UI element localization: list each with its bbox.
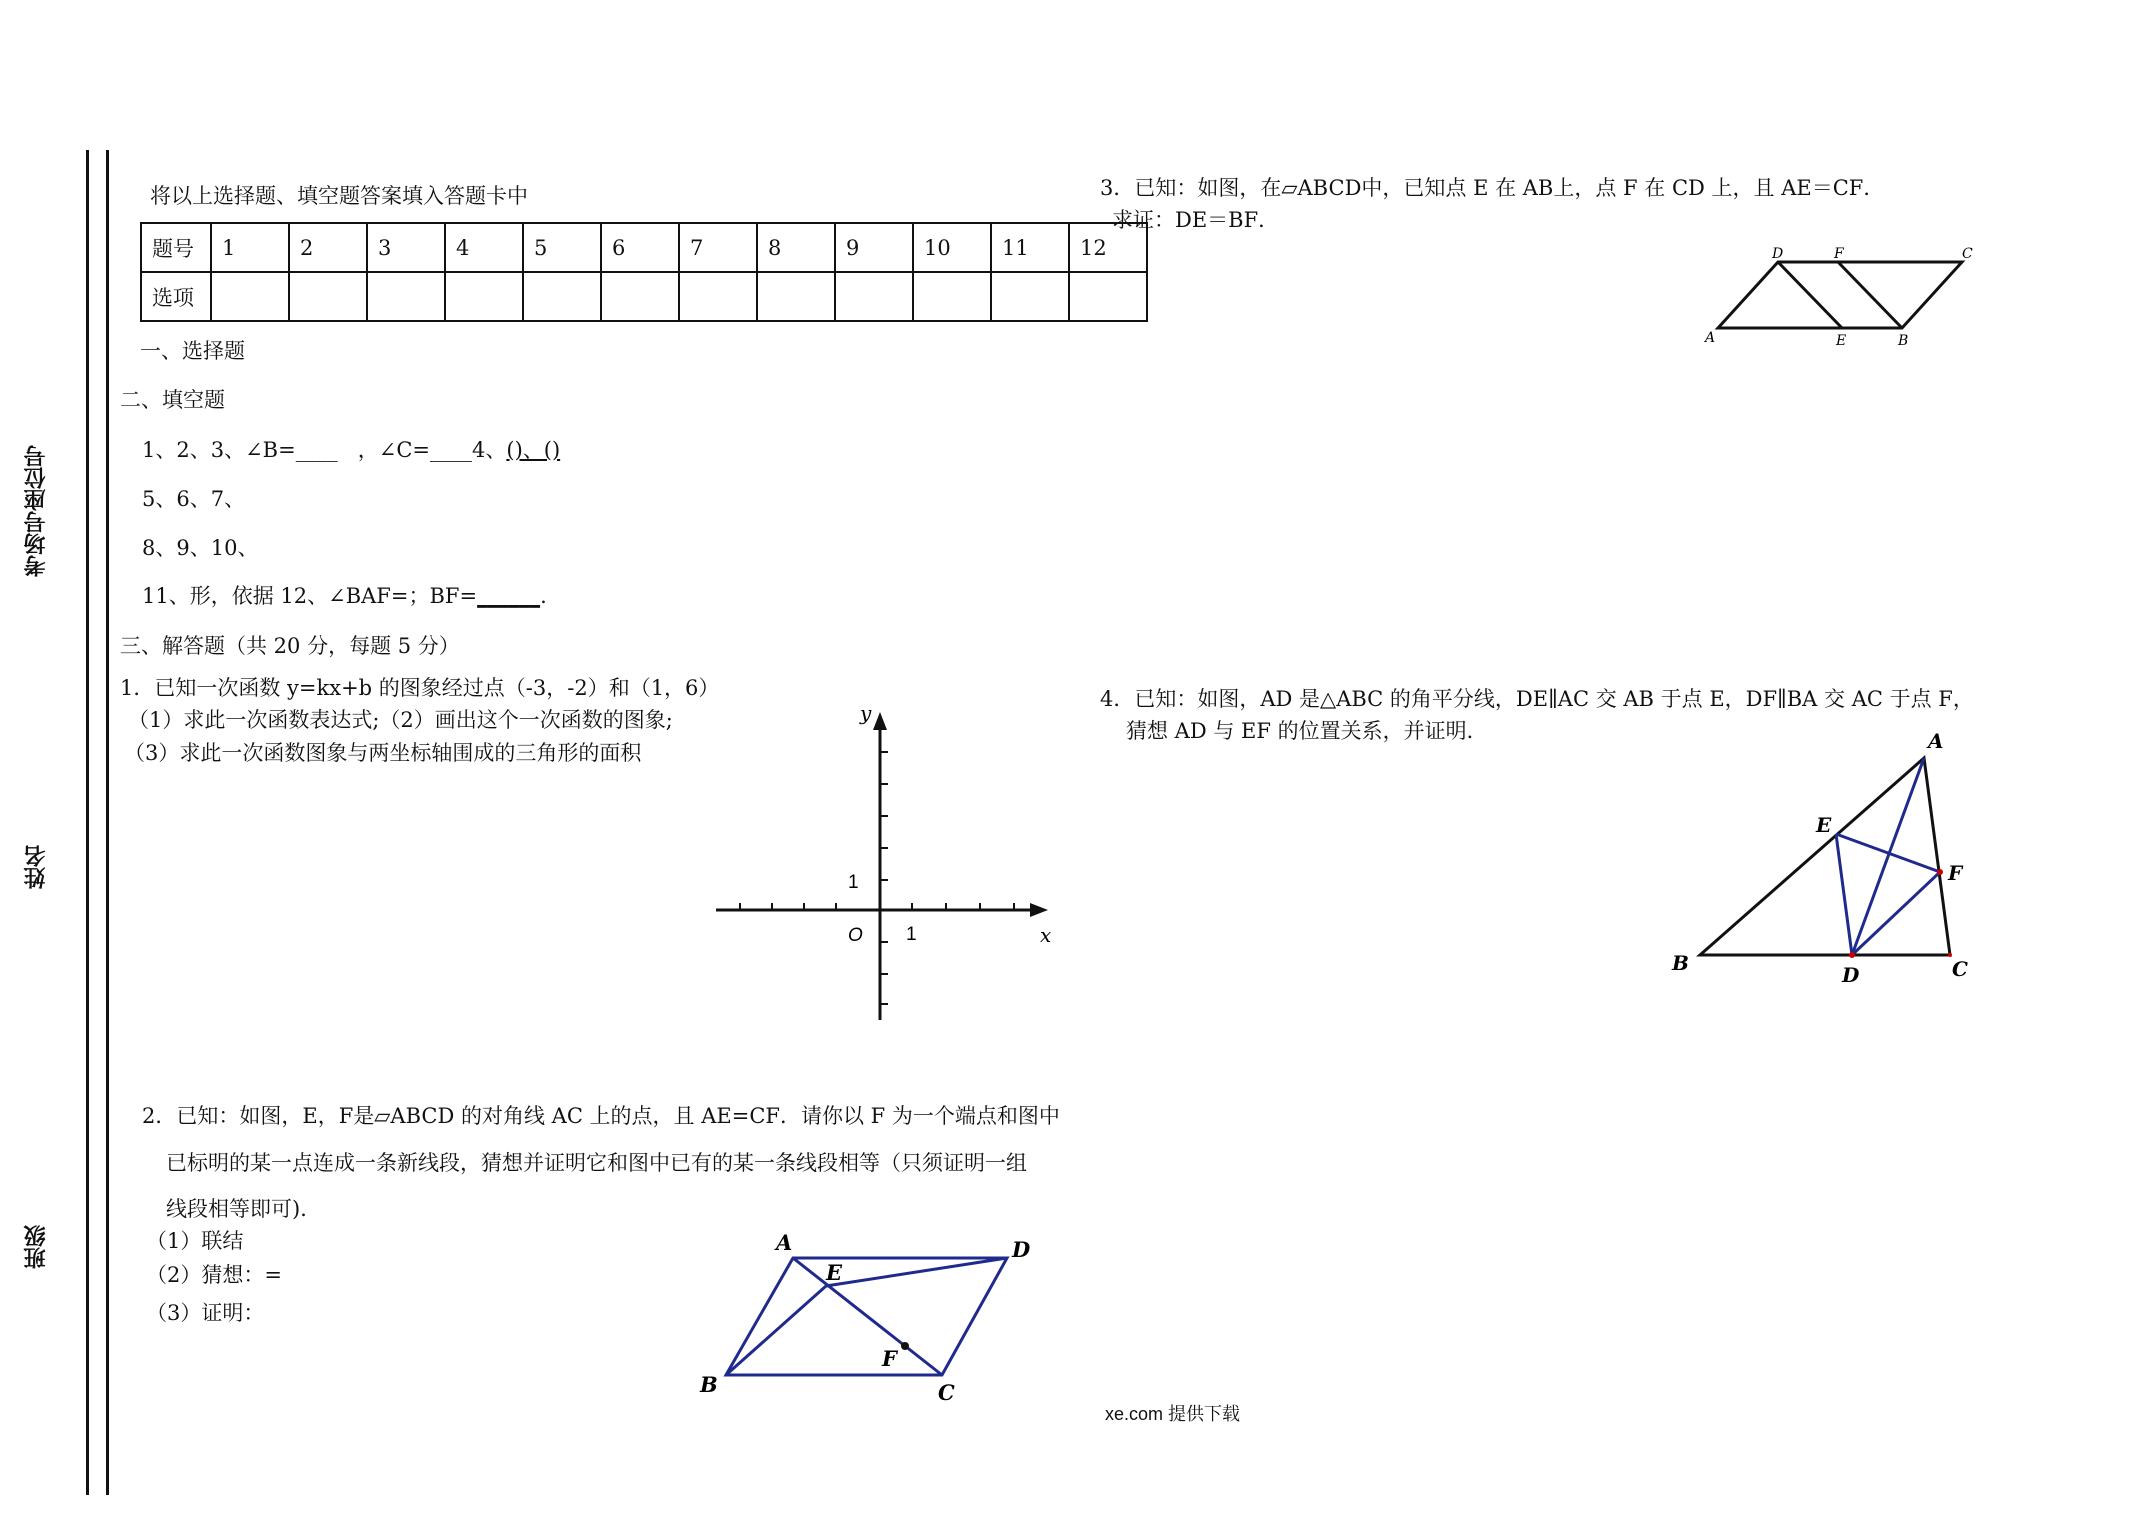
table-cell: 10 xyxy=(913,223,991,272)
q4-label-a: A xyxy=(1928,729,1944,753)
table-cell: 2 xyxy=(289,223,367,272)
instruction-text: 将以上选择题、填空题答案填入答题卡中 xyxy=(150,184,528,208)
answer-cell[interactable] xyxy=(679,272,757,321)
table-cell: 6 xyxy=(601,223,679,272)
answer-cell[interactable] xyxy=(367,272,445,321)
q2-label-c: C xyxy=(938,1380,955,1405)
q4-line-2: 猜想 AD 与 EF 的位置关系，并证明． xyxy=(1126,719,1488,743)
q2-line-1: 2．已知：如图，E，F是▱ABCD 的对角线 AC 上的点，且 AE=CF．请你以 F 为一个端点和图中 xyxy=(142,1104,1060,1128)
q3-label-e: E xyxy=(1836,333,1847,349)
table-cell: 12 xyxy=(1069,223,1147,272)
q3-label-b: B xyxy=(1898,333,1909,349)
q3-label-c: C xyxy=(1962,246,1973,262)
q3-line-2: 求证：DE＝BF． xyxy=(1112,208,1280,232)
q2-label-f: F xyxy=(882,1346,897,1371)
fill-line-3: 8、9、10、 xyxy=(142,536,259,560)
answer-cell[interactable] xyxy=(211,272,289,321)
y-axis-label: y xyxy=(860,701,872,725)
q4-label-f: F xyxy=(1948,861,1963,885)
name-label: 姓名 xyxy=(23,845,49,889)
fill-line-1c: ()、() xyxy=(506,438,561,462)
fill-line-4c: . xyxy=(540,584,547,608)
answer-cell[interactable] xyxy=(289,272,367,321)
fill-line-2: 5、6、7、 xyxy=(142,487,246,511)
q3-label-a: A xyxy=(1705,330,1716,346)
fill-line-1a: 1、2、3、∠B=____ xyxy=(142,438,338,462)
table-cell: 5 xyxy=(523,223,601,272)
q3-line-1: 3．已知：如图，在▱ABCD中，已知点 E 在 AB上，点 F 在 CD 上，且 AE＝CF． xyxy=(1100,176,1885,200)
q2-label-a: A xyxy=(776,1230,793,1255)
answer-cell[interactable] xyxy=(757,272,835,321)
q1-line-2: （1）求此一次函数表达式;（2）画出这个一次函数的图象; xyxy=(128,708,673,732)
section-fill: 二、填空题 xyxy=(120,388,225,412)
q4-line-1: 4．已知：如图，AD 是△ABC 的角平分线，DE∥AC 交 AB 于点 E，DF∥BA 交 AC 于点 F， xyxy=(1100,687,1974,711)
q4-label-c: C xyxy=(1952,957,1968,981)
q2-label-d: D xyxy=(1012,1237,1031,1262)
answer-cell[interactable] xyxy=(523,272,601,321)
q2-part-3: （3）证明： xyxy=(146,1301,265,1325)
fill-line-1 xyxy=(142,434,572,464)
footer-text: xe.com 提供下载 xyxy=(1105,1404,1241,1424)
q2-line-2: 已标明的某一点连成一条新线段，猜想并证明它和图中已有的某一条线段相等（只须证明一组 xyxy=(166,1151,1027,1175)
q2-label-e: E xyxy=(826,1260,843,1285)
answer-cell[interactable] xyxy=(1069,272,1147,321)
q4-label-d: D xyxy=(1842,963,1860,987)
q3-label-f: F xyxy=(1834,246,1844,262)
q3-label-d: D xyxy=(1772,246,1784,262)
class-label: 班级 xyxy=(23,1225,49,1269)
table-cell: 8 xyxy=(757,223,835,272)
table-header-number: 题号 xyxy=(141,223,211,272)
q2-line-3: 线段相等即可)． xyxy=(166,1197,322,1221)
table-header-option: 选项 xyxy=(141,272,211,321)
answer-card-table xyxy=(140,222,1148,322)
answer-cell[interactable] xyxy=(601,272,679,321)
exam-room-label: 考场号座位号 xyxy=(23,445,49,577)
binding-line-left xyxy=(86,150,89,1495)
answer-cell[interactable] xyxy=(445,272,523,321)
table-cell: 4 xyxy=(445,223,523,272)
table-cell: 11 xyxy=(991,223,1069,272)
q4-label-b: B xyxy=(1672,951,1689,975)
section-choice: 一、选择题 xyxy=(140,339,245,363)
table-cell: 1 xyxy=(211,223,289,272)
origin-label: O xyxy=(848,925,863,946)
fill-line-4a: 11、形，依据 12、∠BAF=；BF= xyxy=(142,584,478,608)
x-axis-label: x xyxy=(1040,923,1052,947)
q2-part-2: （2）猜想：= xyxy=(146,1263,282,1287)
q4-label-e: E xyxy=(1816,813,1832,837)
section-solve: 三、解答题（共 20 分，每题 5 分） xyxy=(120,634,460,658)
q2-label-b: B xyxy=(700,1372,718,1397)
q1-line-3: （3）求此一次函数图象与两坐标轴围成的三角形的面积 xyxy=(124,741,642,765)
q1-line-1: 1．已知一次函数 y=kx+b 的图象经过点（-3，-2）和（1，6） xyxy=(120,676,720,700)
table-cell: 9 xyxy=(835,223,913,272)
table-row xyxy=(141,223,1147,272)
table-row xyxy=(141,272,1147,321)
table-cell: 3 xyxy=(367,223,445,272)
q2-part-1: （1）联结 xyxy=(146,1229,244,1253)
answer-cell[interactable] xyxy=(835,272,913,321)
fill-line-1b: ，∠C=____4、 xyxy=(357,438,507,462)
fill-line-4 xyxy=(142,580,547,610)
x-tick-one: 1 xyxy=(906,924,917,945)
answer-cell[interactable] xyxy=(991,272,1069,321)
binding-line-right xyxy=(106,150,109,1495)
y-tick-one: 1 xyxy=(848,872,859,893)
table-cell: 7 xyxy=(679,223,757,272)
answer-cell[interactable] xyxy=(913,272,991,321)
fill-line-4b: ______ xyxy=(477,584,541,608)
